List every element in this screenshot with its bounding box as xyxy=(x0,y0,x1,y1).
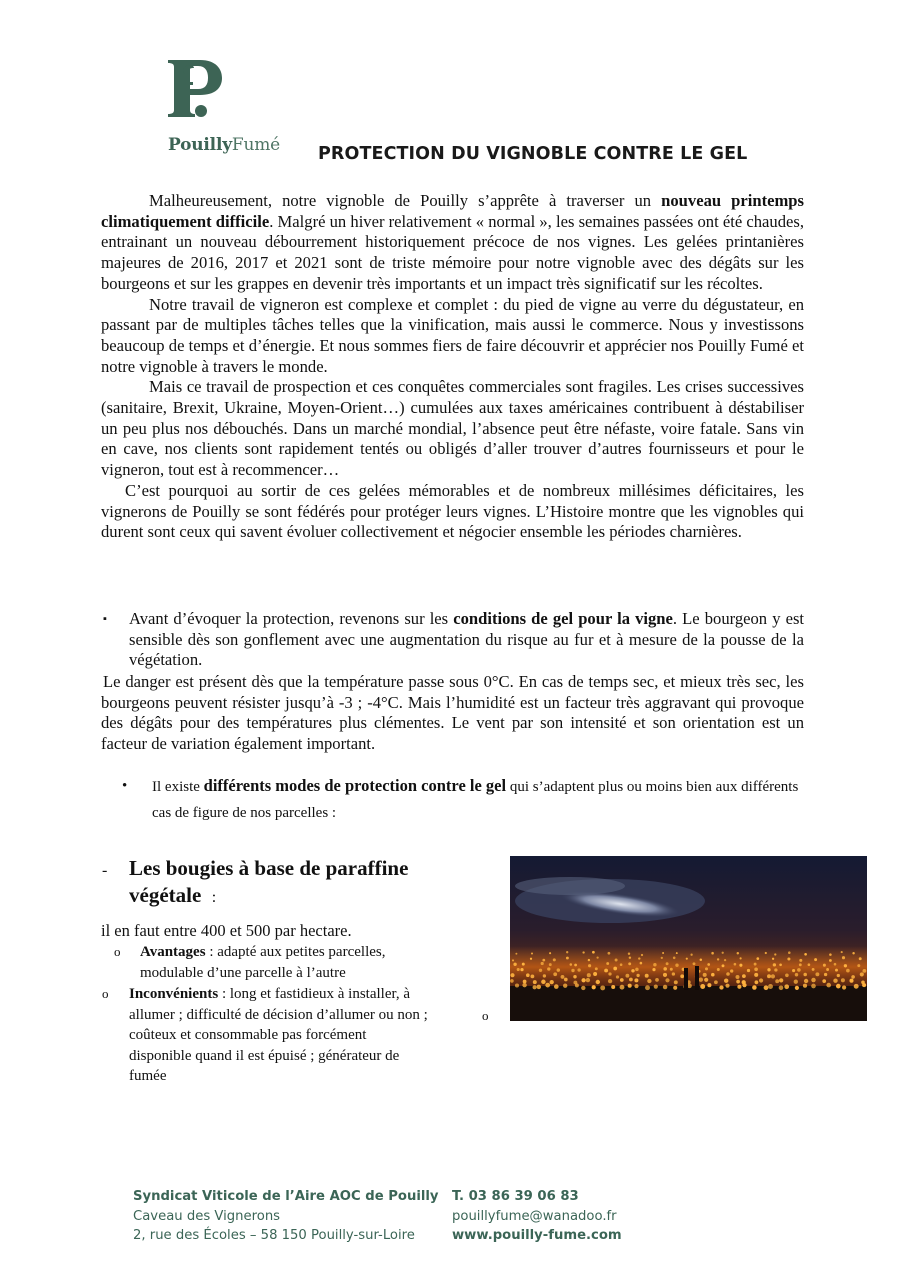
candle-light xyxy=(759,978,763,982)
candle-light xyxy=(526,973,530,977)
candle-light xyxy=(634,984,638,988)
candle-light xyxy=(717,958,719,960)
footer-website-link[interactable]: www.pouilly-fume.com xyxy=(452,1228,622,1243)
candle-light xyxy=(785,973,789,977)
candle-light xyxy=(767,974,771,978)
candle-light xyxy=(581,978,585,982)
drawbacks-text xyxy=(129,984,432,1087)
logo-brand-light: Fumé xyxy=(231,135,281,155)
candle-light xyxy=(772,958,774,960)
candle-light xyxy=(541,962,544,965)
candle-light xyxy=(575,983,579,987)
candle-light xyxy=(754,967,758,971)
candle-light xyxy=(771,974,775,978)
candle-light xyxy=(756,957,759,960)
candle-light xyxy=(704,978,708,982)
candle-light xyxy=(703,973,707,977)
candle-light xyxy=(655,978,659,982)
candle-light xyxy=(779,978,783,982)
intro-paragraph-4: C’est pourquoi au sortir de ces gelées mémorables et de nombreux millésimes déficitaires, les vignerons de Pouilly se sont fédérés pour protéger leurs vignes. L’Histoire montre que les vignobles qui durent sont ceux qui savent évoluer collectivement et négocier ensemble les périodes charnières. xyxy=(101,480,804,542)
candle-light xyxy=(779,985,784,990)
candle-light xyxy=(724,979,728,983)
candle-light xyxy=(844,964,847,967)
candle-light xyxy=(767,968,770,971)
bold-run: Inconvénients xyxy=(129,986,219,1002)
candle-light xyxy=(608,952,611,955)
candle-light xyxy=(811,984,816,989)
candle-light xyxy=(587,973,591,977)
candle-light xyxy=(725,984,729,988)
candle-light xyxy=(640,962,643,965)
circle-bullet-icon: o xyxy=(102,986,109,1001)
candle-light xyxy=(842,956,845,959)
candle-light xyxy=(573,975,576,978)
intro-paragraph-2: Notre travail de vigneron est complexe et complet : du pied de vigne au verre du dégustateur, en passant par de multiples tâches telles que la vinification, mais aussi le commerce. Nous y investissons beaucoup de temps et d’énergie. Et nous sommes fiers de faire découvrir et apprécier nos Pouilly Fumé et notre vignoble à travers le monde. xyxy=(101,294,804,376)
candle-light xyxy=(545,983,550,988)
candle-light xyxy=(739,964,742,967)
candle-light xyxy=(566,957,569,960)
candle-light xyxy=(512,959,514,961)
candle-light xyxy=(600,985,605,990)
candle-light xyxy=(666,962,669,965)
candle-light xyxy=(826,983,831,988)
candle-light xyxy=(846,969,850,973)
candle-light xyxy=(808,963,811,966)
candle-light xyxy=(849,979,853,983)
bold-run: nouveau printemps climatiquement difficile xyxy=(101,191,804,231)
candle-light xyxy=(724,959,726,961)
candle-light xyxy=(860,972,864,976)
candle-light xyxy=(661,957,663,959)
dash-bullet-icon: - xyxy=(102,862,108,879)
candle-light xyxy=(515,983,519,987)
footer-email-link[interactable]: pouillyfume@wanadoo.fr xyxy=(452,1208,617,1224)
candle-light xyxy=(700,984,705,989)
candle-light xyxy=(520,968,523,971)
candle-light xyxy=(711,952,714,955)
candle-light xyxy=(593,972,597,976)
text-run: . Malgré un hiver relativement « normal », les semaines passées ont été chaudes, entrainant un nouveau débourrement historiquement précoce de nos vignes. Les gelées printanières majeures de 2016, 2017 et 2021 sont de triste mémoire pour notre vignoble avec des dégâts sur les bourgeons et sur les grappes en devenir très importants et un impact très significatif sur les récoltes. xyxy=(101,211,804,293)
square-bullet-icon: ▪ xyxy=(103,613,107,625)
candle-light xyxy=(792,969,795,972)
candle-light xyxy=(561,975,565,979)
footer-contact xyxy=(452,1187,622,1246)
footer-place: Caveau des Vignerons xyxy=(133,1208,281,1224)
candle-light xyxy=(803,984,807,988)
candle-light xyxy=(707,983,711,987)
candle-light xyxy=(829,959,832,962)
candle-light xyxy=(522,983,526,987)
page-title: PROTECTION DU VIGNOBLE CONTRE LE GEL xyxy=(318,144,748,164)
candle-light xyxy=(515,953,517,955)
modes-bullet xyxy=(122,773,812,826)
candle-light xyxy=(539,969,542,972)
candle-light xyxy=(794,980,798,984)
candle-light xyxy=(553,958,556,961)
candle-light xyxy=(615,959,618,962)
candle-light xyxy=(645,985,650,990)
candle-light xyxy=(592,985,596,989)
circle-bullet-icon: o xyxy=(114,944,121,959)
candle-light xyxy=(815,972,819,976)
candle-light xyxy=(620,985,625,990)
candle-light xyxy=(834,963,837,966)
candle-light xyxy=(541,980,546,985)
bold-run: Avantages xyxy=(140,944,206,960)
candle-light xyxy=(608,972,611,975)
footer-address xyxy=(133,1187,439,1246)
candle-light xyxy=(742,974,746,978)
candle-light xyxy=(645,974,649,978)
candle-light xyxy=(676,952,678,954)
candle-light xyxy=(608,979,612,983)
candle-light xyxy=(531,953,533,955)
candle-light xyxy=(842,985,846,989)
candle-light xyxy=(663,973,667,977)
bold-run: conditions de gel pour la vigne xyxy=(453,609,673,628)
candle-light xyxy=(680,974,684,978)
candle-light xyxy=(652,968,655,971)
candle-light xyxy=(795,986,799,990)
candle-light xyxy=(707,963,710,966)
candle-light xyxy=(736,975,740,979)
candle-light xyxy=(566,951,568,953)
candle-light xyxy=(588,959,590,961)
candle-light xyxy=(752,985,757,990)
text-run: qui s’adaptent plus ou moins bien aux différents cas de figure de nos parcelles : xyxy=(152,779,799,821)
candle-light xyxy=(690,954,692,956)
candle-light xyxy=(611,985,615,989)
candle-light xyxy=(620,978,624,982)
candle-light xyxy=(673,986,677,990)
candle-light xyxy=(857,964,860,967)
intro-paragraph-1 xyxy=(101,191,804,295)
candle-light xyxy=(616,975,619,978)
candle-light xyxy=(835,969,838,972)
danger-paragraph: Le danger est présent dès que la température passe sous 0°C. En cas de temps sec, et mieux très sec, les bourgeons peuvent résister jusqu’à -3 ; -4°C. Mais l’humidité est un facteur très aggravant qui provoque des dégâts pour des températures plus clémentes. Le vent par son intensité et son orientation est un facteur de variation également important. xyxy=(101,672,804,754)
candle-light xyxy=(804,953,807,956)
candle-light xyxy=(693,962,696,965)
candle-light xyxy=(653,963,656,966)
bold-run: différents modes de protection contre le gel xyxy=(203,776,507,795)
candle-light xyxy=(841,978,845,982)
candle-light xyxy=(717,968,720,971)
candle-light xyxy=(522,963,525,966)
candle-light xyxy=(663,985,667,989)
candle-light xyxy=(734,963,737,966)
conditions-bullet xyxy=(101,609,804,671)
candle-light xyxy=(553,972,557,976)
candle-light xyxy=(557,968,560,971)
candle-light xyxy=(654,985,658,989)
candle-light xyxy=(862,983,866,987)
candle-light xyxy=(754,973,758,977)
candle-light xyxy=(722,952,724,954)
candle-light xyxy=(582,951,584,953)
candle-light xyxy=(774,953,776,955)
candle-light xyxy=(862,969,866,973)
candle-light xyxy=(795,973,798,976)
intro-section xyxy=(101,191,804,543)
candle-light xyxy=(742,983,746,987)
candle-light xyxy=(730,969,733,972)
footer-phone: T. 03 86 39 06 83 xyxy=(452,1189,579,1204)
candle-light xyxy=(726,972,730,976)
candle-light xyxy=(604,969,608,973)
round-bullet-icon: • xyxy=(122,778,128,794)
candle-light xyxy=(547,967,550,970)
candle-light xyxy=(570,963,573,966)
candle-light xyxy=(577,968,580,971)
text-run: . Le bourgeon y est sensible dès son gonflement avec une augmentation du risque au fur et à mesure de la pousse de la végétation. xyxy=(129,609,805,670)
vineyard-candles-photo xyxy=(510,856,867,1021)
candle-light xyxy=(563,984,567,988)
candle-light xyxy=(634,978,638,982)
candle-light xyxy=(554,984,559,989)
candle-light xyxy=(841,951,843,953)
candle-light xyxy=(588,964,591,967)
candle-light xyxy=(517,968,520,971)
candle-light xyxy=(799,959,802,962)
candle-light xyxy=(779,963,782,966)
candles-heading xyxy=(129,855,459,911)
candle-light xyxy=(586,978,590,982)
candle-light xyxy=(625,974,629,978)
candle-light xyxy=(571,969,574,972)
candle-light xyxy=(797,968,801,972)
text-run: Avant d’évoquer la protection, revenons sur les xyxy=(129,609,454,628)
candle-light xyxy=(672,972,675,975)
candle-light xyxy=(836,984,841,989)
candles-quantity: il en faut entre 400 et 500 par hectare. xyxy=(101,921,352,940)
candle-light xyxy=(764,985,769,990)
candle-light xyxy=(549,963,552,966)
candle-light xyxy=(765,952,767,954)
candle-light xyxy=(812,968,815,971)
candle-light xyxy=(784,984,789,989)
candle-light xyxy=(824,973,827,976)
candle-light xyxy=(596,980,600,984)
drawbacks-item xyxy=(102,984,432,1087)
candle-light xyxy=(662,952,664,954)
candle-light xyxy=(719,985,723,989)
candle-light xyxy=(533,985,537,989)
candle-light xyxy=(714,980,718,984)
candle-light xyxy=(705,967,708,970)
heading-text: Les bougies à base de paraffine végétale xyxy=(129,856,409,907)
candle-light xyxy=(564,978,568,982)
candle-light xyxy=(851,975,855,979)
candle-light xyxy=(629,978,633,982)
text-run: Il existe xyxy=(152,779,204,795)
candle-light xyxy=(663,967,667,971)
candle-light xyxy=(550,980,554,984)
advantages-item xyxy=(114,942,434,983)
candle-light xyxy=(581,986,585,990)
candle-light xyxy=(736,980,740,984)
candle-light xyxy=(629,956,631,958)
candle-light xyxy=(542,959,545,962)
candle-light xyxy=(699,977,703,981)
candle-light xyxy=(631,969,634,972)
candle-light xyxy=(537,985,542,990)
candle-light xyxy=(754,963,757,966)
logo-wordmark xyxy=(168,135,280,155)
candle-light xyxy=(829,953,832,956)
candle-light xyxy=(799,963,802,966)
candle-light xyxy=(673,957,676,960)
photo-illustration xyxy=(510,856,867,1021)
candle-light xyxy=(740,957,742,959)
candle-light xyxy=(822,979,826,983)
text-run: : long et fastidieux à installer, à allumer ; difficulté de décision d’allumer ou non ; coûteux et consommable pas forcément disponible quand il est épuisé ; générateur de fumée xyxy=(129,986,428,1084)
candle-light xyxy=(737,952,739,954)
candle-light xyxy=(523,980,527,984)
heading-colon: : xyxy=(211,889,217,906)
candle-light xyxy=(635,968,639,972)
candle-light xyxy=(628,952,630,954)
modes-text xyxy=(152,773,812,826)
candle-light xyxy=(747,969,750,972)
candle-light xyxy=(700,958,703,961)
candle-light xyxy=(737,985,741,989)
candle-light xyxy=(530,958,532,960)
candle-light xyxy=(826,968,829,971)
candle-light xyxy=(628,984,632,988)
candle-light xyxy=(510,973,514,977)
candle-light xyxy=(803,973,807,977)
candle-light xyxy=(638,957,640,959)
candle-light xyxy=(833,978,837,982)
candle-light xyxy=(574,964,577,967)
candle-light xyxy=(510,979,514,983)
candle-light xyxy=(722,964,725,967)
candle-light xyxy=(647,979,651,983)
candle-light xyxy=(674,980,678,984)
candle-light xyxy=(823,964,826,967)
candle-light xyxy=(711,973,715,977)
candle-light xyxy=(755,980,759,984)
candle-light xyxy=(620,963,623,966)
candle-light xyxy=(675,964,678,967)
candle-light xyxy=(768,984,773,989)
footer-organization: Syndicat Viticole de l’Aire AOC de Pouilly xyxy=(133,1189,439,1204)
candle-light xyxy=(788,951,791,954)
candle-light xyxy=(686,958,688,960)
candle-light xyxy=(774,968,777,971)
candle-light xyxy=(596,956,598,958)
candle-light xyxy=(595,967,598,970)
candle-light xyxy=(513,963,516,966)
candle-light xyxy=(852,952,854,954)
candle-light xyxy=(773,963,776,966)
advantages-text xyxy=(140,942,434,983)
candle-light xyxy=(628,962,631,965)
candle-light xyxy=(859,957,862,960)
candle-light xyxy=(606,962,609,965)
conditions-text xyxy=(129,609,804,671)
candle-light xyxy=(665,978,669,982)
text-run: Malheureusement, notre vignoble de Pouilly s’apprête à traverser un xyxy=(149,191,662,210)
candle-light xyxy=(613,967,617,971)
candle-light xyxy=(804,979,808,983)
candle-light xyxy=(592,951,595,954)
candle-light xyxy=(543,974,546,977)
candle-light xyxy=(530,974,534,978)
candle-light xyxy=(641,954,643,956)
candle-light xyxy=(854,984,859,989)
candle-light xyxy=(837,974,840,977)
intro-paragraph-3: Mais ce travail de prospection et ces conquêtes commerciales sont fragiles. Les crises successives (sanitaire, Brexit, Ukraine, Moyen-Orient…) cumulées aux taxes américaines contribuent à déstabiliser un peu plus nos débouchés. Dans un marché mondial, l’absence peut être néfaste, voire fatale. Sans vin en cave, nos clients sont rapidement tentés ou obligés d’aller trouver d’autres fournisseurs et pour le vigneron, tout est à recommencer… xyxy=(101,377,804,480)
candle-light xyxy=(787,957,790,960)
candle-light xyxy=(549,952,551,954)
candle-light xyxy=(670,968,673,971)
logo-brand-bold: Pouilly xyxy=(168,135,232,155)
footer-street: 2, rue des Écoles – 58 150 Pouilly-sur-Loire xyxy=(133,1228,415,1243)
candle-light xyxy=(775,979,779,983)
text-run: : adapté aux petites parcelles, modulable d’une parcelle à l’autre xyxy=(140,944,386,981)
candle-light xyxy=(811,978,815,982)
circle-bullet-icon: o xyxy=(482,1008,489,1023)
candle-light xyxy=(814,958,817,961)
candle-light xyxy=(636,974,639,977)
logo-pf-icon xyxy=(166,58,224,120)
candle-light xyxy=(533,980,537,984)
